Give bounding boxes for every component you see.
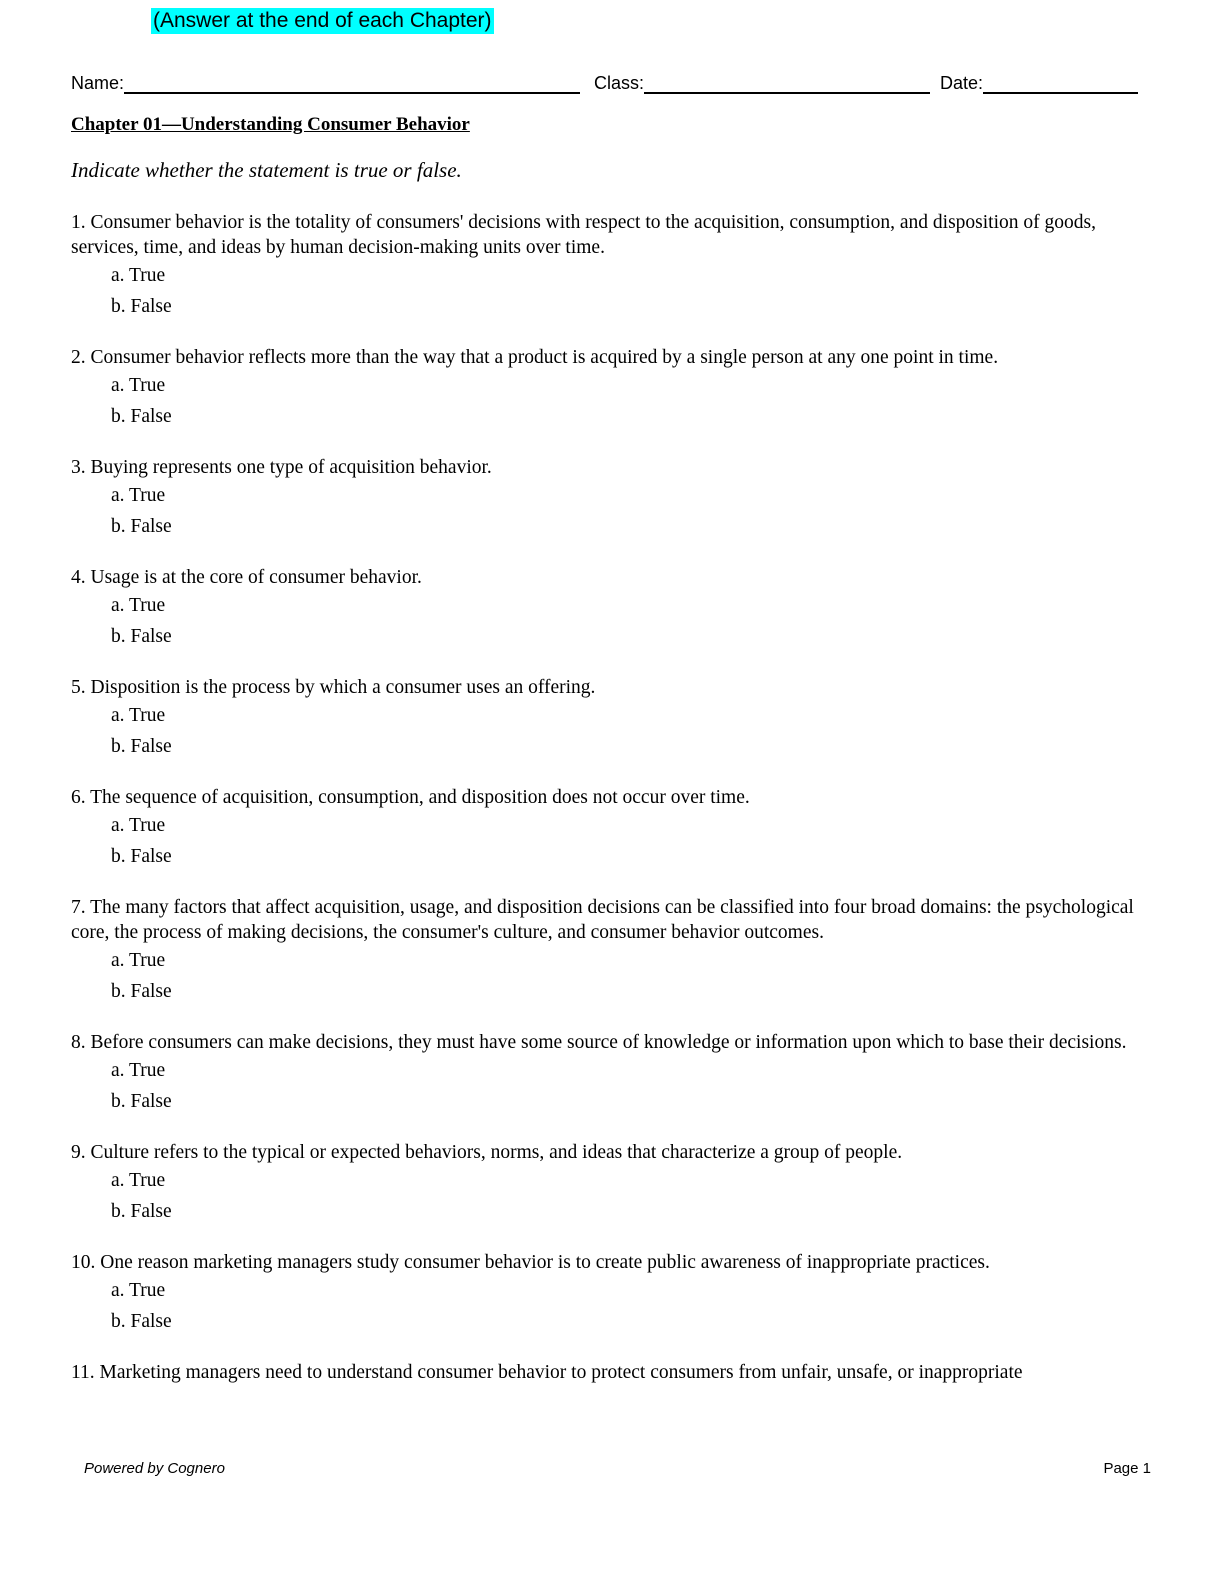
question-item	[71, 785, 1146, 872]
option-true: a. True	[111, 705, 166, 726]
name-line	[124, 70, 580, 94]
question-item	[71, 675, 1146, 762]
question-item	[71, 1250, 1146, 1337]
option-false: b. False	[111, 736, 172, 757]
option-false: b. False	[111, 1091, 172, 1112]
date-line	[983, 70, 1138, 94]
question-item	[71, 565, 1146, 652]
option-true: a. True	[111, 1060, 166, 1081]
option-false: b. False	[111, 846, 172, 867]
question-text: 10. One reason marketing managers study consumer behavior is to create public awareness of inappropriate practices.	[71, 1252, 990, 1273]
question-item	[71, 895, 1146, 1007]
question-text: 2. Consumer behavior reflects more than the way that a product is acquired by a single person at any one point in time.	[71, 347, 999, 368]
option-true: a. True	[111, 950, 166, 971]
class-field	[594, 70, 930, 94]
option-true: a. True	[111, 815, 166, 836]
question-item	[71, 1360, 1146, 1385]
student-info-row	[71, 70, 1143, 98]
question-text: 9. Culture refers to the typical or expected behaviors, norms, and ideas that characterize a group of people.	[71, 1142, 903, 1163]
option-true: a. True	[111, 265, 166, 286]
question-item	[71, 210, 1146, 322]
question-text: 3. Buying represents one type of acquisition behavior.	[71, 457, 492, 478]
answer-banner: (Answer at the end of each Chapter)	[153, 9, 492, 32]
option-false: b. False	[111, 406, 172, 427]
class-line	[644, 70, 930, 94]
option-false: b. False	[111, 1201, 172, 1222]
chapter-title: Chapter 01—Understanding Consumer Behavior	[71, 114, 470, 135]
option-true: a. True	[111, 595, 166, 616]
option-false: b. False	[111, 1311, 172, 1332]
question-list	[71, 210, 1146, 1408]
instructions: Indicate whether the statement is true or false.	[71, 158, 462, 182]
question-text: 11. Marketing managers need to understand consumer behavior to protect consumers from unfair, unsafe, or inappropriate	[71, 1362, 1023, 1383]
question-item	[71, 455, 1146, 542]
option-true: a. True	[111, 1170, 166, 1191]
date-field	[940, 70, 1138, 94]
option-true: a. True	[111, 485, 166, 506]
question-text: 4. Usage is at the core of consumer behavior.	[71, 567, 422, 588]
question-text: 6. The sequence of acquisition, consumption, and disposition does not occur over time.	[71, 787, 750, 808]
name-field	[71, 70, 580, 94]
option-true: a. True	[111, 375, 166, 396]
question-text: 1. Consumer behavior is the totality of consumers' decisions with respect to the acquisition, consumption, and disposition of goods, services, time, and ideas by human decision-making units over time.	[71, 212, 1096, 258]
question-item	[71, 1030, 1146, 1117]
question-text: 5. Disposition is the process by which a consumer uses an offering.	[71, 677, 596, 698]
question-text: 8. Before consumers can make decisions, they must have some source of knowledge or information upon which to base their decisions.	[71, 1032, 1127, 1053]
question-item	[71, 1140, 1146, 1227]
date-label: Date:	[940, 73, 984, 93]
footer-powered-by: Powered by Cognero	[84, 1460, 225, 1477]
option-false: b. False	[111, 626, 172, 647]
option-false: b. False	[111, 516, 172, 537]
question-item	[71, 345, 1146, 432]
name-label: Name:	[71, 73, 125, 93]
question-text: 7. The many factors that affect acquisition, usage, and disposition decisions can be classified into four broad domains: the psychological core, the process of making decisions, the consumer's culture, and consumer behavior outcomes.	[71, 897, 1134, 943]
class-label: Class:	[594, 73, 645, 93]
option-false: b. False	[111, 981, 172, 1002]
option-true: a. True	[111, 1280, 166, 1301]
option-false: b. False	[111, 296, 172, 317]
footer-page-number: Page 1	[1103, 1460, 1151, 1477]
